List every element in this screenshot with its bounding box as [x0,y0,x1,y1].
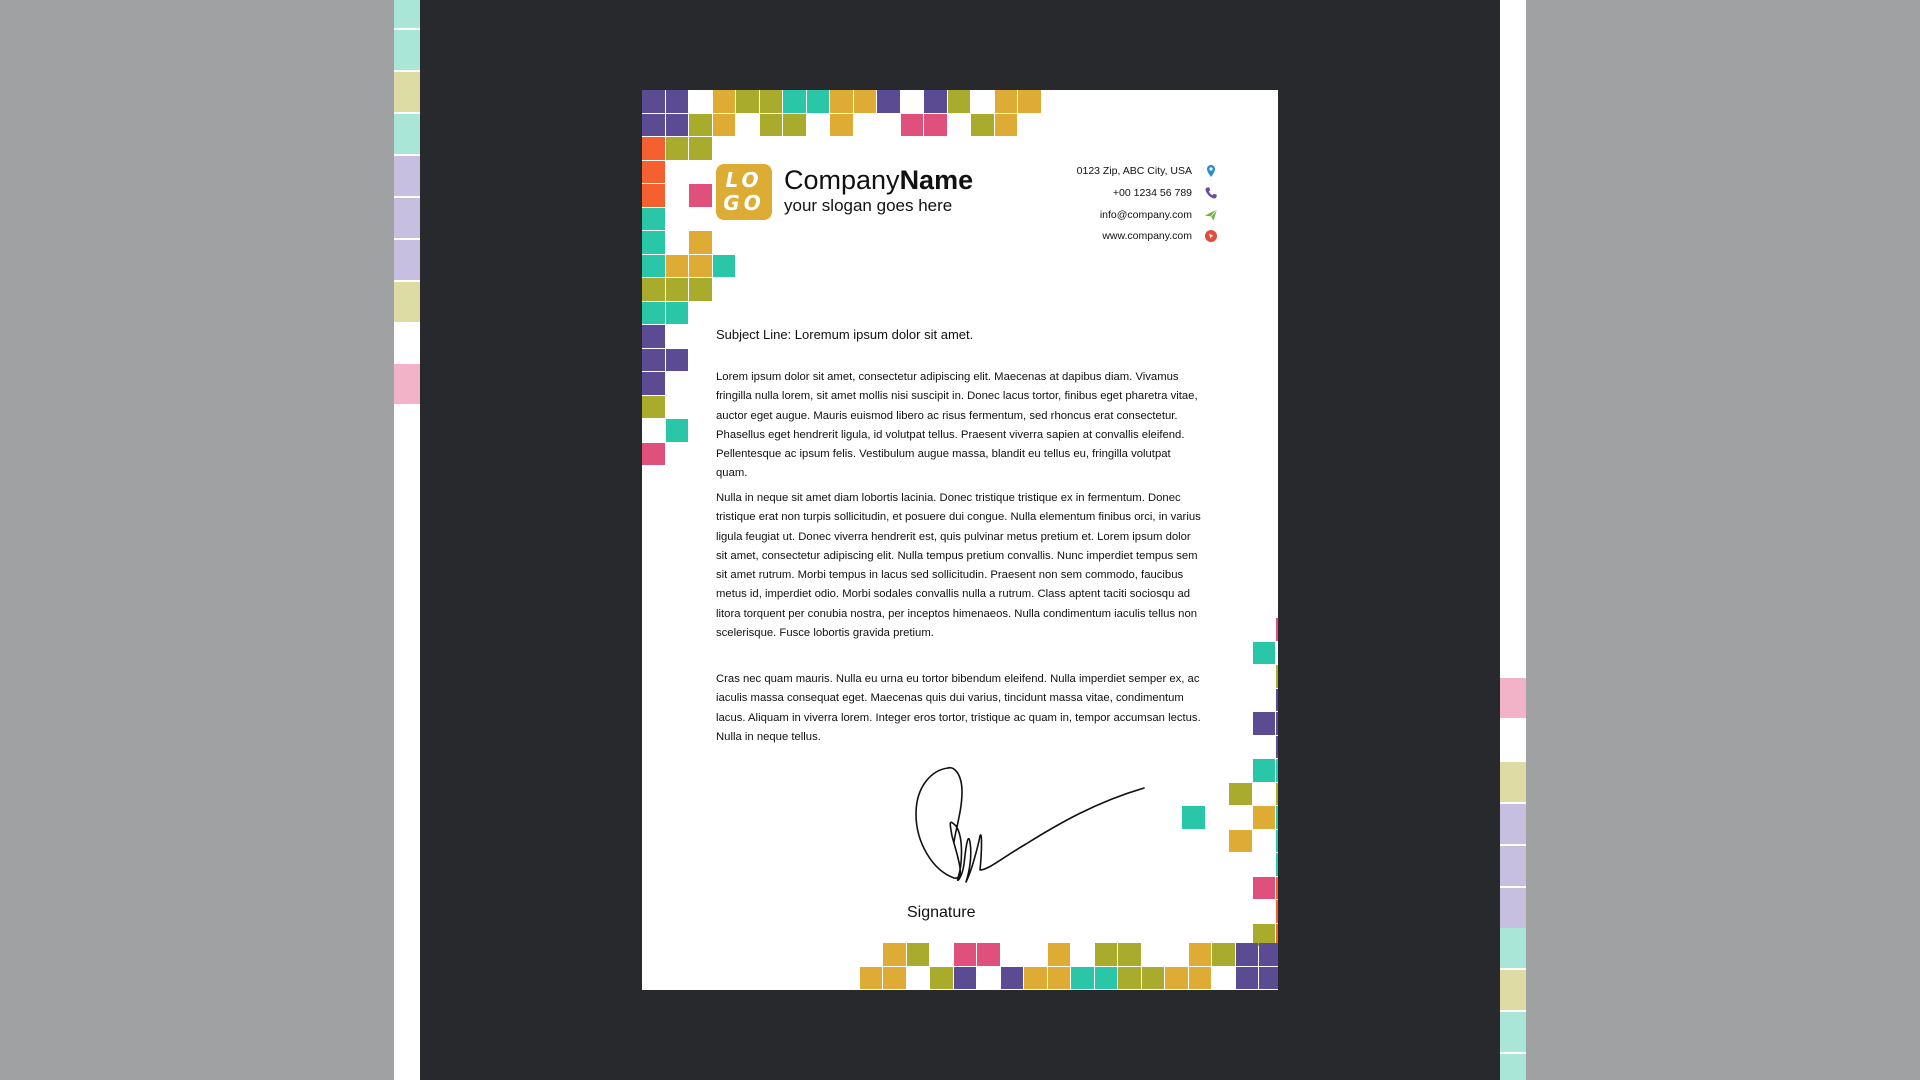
pattern-square [924,90,947,113]
pattern-square [1001,967,1024,990]
contact-address [1077,162,1218,180]
pattern-square [689,184,712,207]
pattern-square [666,419,689,442]
pattern-square [760,90,783,113]
pattern-square [1253,806,1276,829]
pattern-square [642,255,665,278]
handwritten-signature [910,766,1150,890]
thumbnail-tile [1500,846,1526,886]
pattern-square [642,184,665,207]
pattern-square [1236,967,1259,990]
pattern-square [666,278,689,301]
pattern-square [948,90,971,113]
pattern-square [1276,877,1278,900]
contact-address-text: 0123 Zip, ABC City, USA [1076,165,1192,177]
thumbnail-tile [394,114,420,154]
thumbnail-tile [1500,970,1526,1010]
pattern-square [1253,712,1276,735]
contact-website [1102,227,1218,245]
logo-text-line2: GO [723,191,765,215]
pattern-square [642,90,665,113]
company-logo [716,164,772,220]
pattern-square [642,443,665,466]
thumbnail-tile [394,364,420,404]
thumbnail-tile [1500,678,1526,718]
pattern-square [1236,943,1259,966]
subject-line: Subject Line: Loremum ipsum dolor sit amet. [716,327,974,342]
pattern-square [1048,967,1071,990]
pattern-square [1253,877,1276,900]
pattern-square [1276,783,1278,806]
thumbnail-tile [1500,804,1526,844]
thumbnail-tile [394,30,420,70]
contact-email-text: info@company.com [1099,209,1192,221]
pattern-square [1276,830,1278,853]
pattern-square [977,943,1000,966]
pattern-square [995,90,1018,113]
pattern-square [860,967,883,990]
pattern-square [830,90,853,113]
cursor-icon [1204,229,1218,243]
thumbnail-tile [1500,888,1526,928]
pattern-square [1276,853,1278,876]
pattern-square [1276,689,1278,712]
pattern-square [760,114,783,137]
pattern-square [1071,967,1094,990]
pattern-square [1229,830,1252,853]
pattern-square [1118,967,1141,990]
pattern-square [666,349,689,372]
thumbnail-tile [394,72,420,112]
pattern-square [1142,967,1165,990]
pattern-square [1276,736,1278,759]
body-paragraph-3: Cras nec quam mauris. Nulla eu urna eu tortor bibendum eleifend. Nulla imperdiet semper ex, ac iaculis massa consequat eget. Maecenas quis dui varius, tincidunt massa vitae, condimentum lacus. Aliquam in viverra lorem. Integer eros tortor, tristique ac quam in, tempor accumsan lectus. Nulla in neque tellus. [716,673,1201,743]
contact-email [1100,206,1218,224]
company-slogan: your slogan goes here [784,196,953,215]
body-paragraph-2: Nulla in neque sit amet diam lobortis lacinia. Donec tristique tristique ex in fermentum. Donec tristique erat non turpis sollicitudin, et posuere dui congue. Nulla elementum finibus orci, in varius ligula feugiat ut. Donec viverra hendrerit est, quis pulvinar metus pretium et. Lorem ipsum dolor sit amet, consectetur adipiscing elit. Nulla tempus pretium convallis. Nunc imperdiet tempus sem sit amet rutrum. Morbi tempus in lacus sed sollicitudin. Praesent non sem commodo, faucibus metus id, imperdiet odio. Morbi sodales convallis nulla a rutrum. Class aptent taciti sociosqu ad litora torquent per conubia nostra, per inceptos himenaeos. Nulla condimentum iaculis tellus non scelerisque. Fusce lobortis gravida pretium. [716,492,1201,640]
pattern-square [666,90,689,113]
signature-label: Signature [907,904,976,921]
pattern-square [1189,967,1212,990]
pattern-square [1276,759,1278,782]
pattern-square [689,278,712,301]
pattern-square [689,231,712,254]
pattern-square [1253,642,1276,665]
pattern-square [1259,967,1278,990]
pattern-square [642,396,665,419]
thumbnail-tile [1500,1054,1526,1080]
thumbnail-tile [394,0,420,28]
thumbnail-tile [394,156,420,196]
pattern-square [1189,943,1212,966]
pattern-square [907,943,930,966]
pattern-square [783,90,806,113]
pattern-square [1276,618,1278,641]
pattern-square [1165,967,1188,990]
pattern-square [642,231,665,254]
pattern-square [1024,967,1047,990]
pattern-square [689,137,712,160]
pattern-square [971,114,994,137]
pattern-square [1182,806,1205,829]
paper-plane-icon [1204,208,1218,222]
pattern-square [901,114,924,137]
right-thumbnail-strip[interactable] [1500,0,1526,1080]
pattern-square [807,90,830,113]
company-name-part1: Company [784,165,900,195]
thumbnail-tile [1500,1012,1526,1052]
pattern-square [642,325,665,348]
pattern-square [954,967,977,990]
pattern-square [642,114,665,137]
pattern-square [1276,806,1278,829]
pattern-square [689,114,712,137]
pattern-square [1276,712,1278,735]
pattern-square [1095,943,1118,966]
pattern-square [924,114,947,137]
pattern-square [883,943,906,966]
pattern-square [1276,900,1278,923]
pattern-square [642,278,665,301]
pattern-square [642,372,665,395]
pattern-square [1229,783,1252,806]
pattern-square [883,967,906,990]
pattern-square [713,114,736,137]
pattern-square [1048,943,1071,966]
contact-phone-text: +00 1234 56 789 [1112,187,1192,199]
pattern-square [736,90,759,113]
pattern-square [1276,665,1278,688]
location-pin-icon [1204,164,1218,178]
left-thumbnail-strip[interactable] [394,0,420,1080]
company-name [784,165,973,196]
pattern-square [1118,943,1141,966]
letterhead-page [642,90,1278,990]
pattern-square [666,137,689,160]
logo-text-line1: LO [725,168,763,192]
pattern-square [666,255,689,278]
pattern-square [1212,943,1235,966]
pattern-square [930,967,953,990]
pattern-square [1018,90,1041,113]
pattern-square [854,90,877,113]
pattern-square [995,114,1018,137]
pattern-square [713,90,736,113]
pattern-square [877,90,900,113]
pattern-square [642,137,665,160]
thumbnail-tile [394,282,420,322]
pattern-square [642,161,665,184]
contact-phone [1113,184,1218,202]
thumbnail-tile [1500,928,1526,968]
pattern-square [783,114,806,137]
pattern-square [1259,943,1278,966]
pattern-square [1095,967,1118,990]
phone-icon [1204,186,1218,200]
company-name-part2: Name [899,165,974,195]
contact-website-text: www.company.com [1102,230,1192,242]
thumbnail-tile [394,198,420,238]
thumbnail-tile [1500,762,1526,802]
thumbnail-tile [394,240,420,280]
pattern-square [642,349,665,372]
body-paragraph-1: Lorem ipsum dolor sit amet, consectetur adipiscing elit. Maecenas at dapibus diam. Vivamus fringilla nulla lorem, sit amet mollis nisi suscipit in. Donec lacus tortor, finibus eget pharetra vitae, auctor eget augue. Mauris euismod libero ac risus fermentum, sed rhoncus erat consectetur. Phasellus eget hendrerit ligula, id volutpat tellus. Praesent viverra sapien at convallis eleifend. Pellentesque ac ipsum felis. Vestibulum augue massa, blandit eu tellus eu, fringilla volutpat quam. [716,371,1198,480]
pattern-square [830,114,853,137]
pattern-square [1253,759,1276,782]
pattern-square [713,255,736,278]
pattern-square [642,208,665,231]
pattern-square [666,302,689,325]
pattern-square [689,255,712,278]
pattern-square [666,114,689,137]
pattern-square [642,302,665,325]
pattern-square [954,943,977,966]
